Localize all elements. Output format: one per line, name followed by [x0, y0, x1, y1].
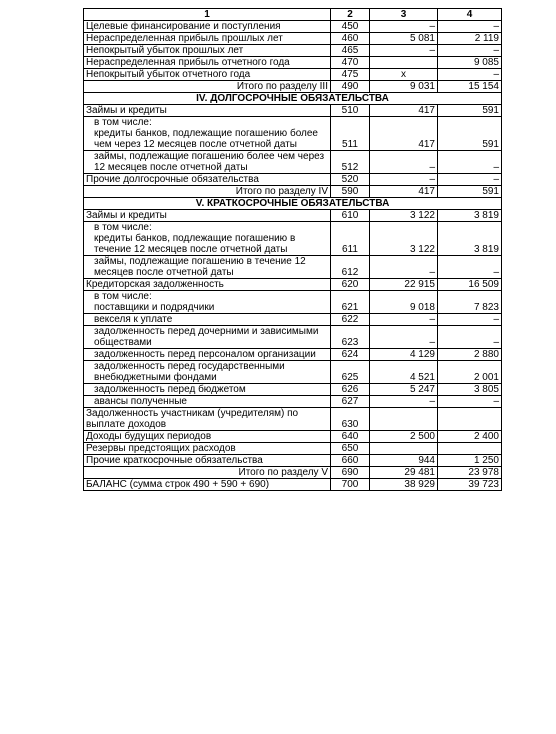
row-label: Непокрытый убыток прошлых лет — [84, 45, 331, 57]
value-start-period: х — [370, 69, 438, 81]
row-code: 510 — [331, 105, 370, 117]
row-code: 470 — [331, 57, 370, 69]
header-col-4: 4 — [438, 9, 502, 21]
row-label: Кредиторская задолженность — [84, 279, 331, 291]
value-end-period: 15 154 — [438, 81, 502, 93]
value-start-period: – — [370, 396, 438, 408]
value-end-period: 9 085 — [438, 57, 502, 69]
value-end-period: 23 978 — [438, 467, 502, 479]
row-code: 700 — [331, 479, 370, 491]
table-row — [84, 210, 502, 222]
row-label: Итого по разделу III — [84, 81, 331, 93]
row-label: Резервы предстоящих расходов — [84, 443, 331, 455]
value-end-period: 16 509 — [438, 279, 502, 291]
value-end-period: 2 001 — [438, 361, 502, 384]
row-code: 627 — [331, 396, 370, 408]
row-label: Итого по разделу IV — [84, 186, 331, 198]
header-col-3: 3 — [370, 9, 438, 21]
value-end-period: – — [438, 396, 502, 408]
value-start-period: – — [370, 326, 438, 349]
value-end-period — [438, 443, 502, 455]
row-label: Итого по разделу V — [84, 467, 331, 479]
value-end-period: 1 250 — [438, 455, 502, 467]
row-code: 590 — [331, 186, 370, 198]
row-code: 626 — [331, 384, 370, 396]
value-end-period: 2 400 — [438, 431, 502, 443]
value-start-period — [370, 408, 438, 431]
value-end-period: – — [438, 21, 502, 33]
row-label: задолженность перед государственными внебюджетными фондами — [84, 361, 331, 384]
value-start-period: 5 247 — [370, 384, 438, 396]
section-heading-row — [84, 93, 502, 105]
row-code: 465 — [331, 45, 370, 57]
row-label: задолженность перед бюджетом — [84, 384, 331, 396]
row-code: 520 — [331, 174, 370, 186]
value-start-period — [370, 57, 438, 69]
value-end-period: – — [438, 256, 502, 279]
row-label: в том числе: поставщики и подрядчики — [84, 291, 331, 314]
row-label: Прочие долгосрочные обязательства — [84, 174, 331, 186]
table-row — [84, 479, 502, 491]
row-label: Нераспределенная прибыль отчетного года — [84, 57, 331, 69]
table-row — [84, 151, 502, 174]
row-code: 460 — [331, 33, 370, 45]
total-row — [84, 467, 502, 479]
value-start-period: 5 081 — [370, 33, 438, 45]
value-end-period: 2 880 — [438, 349, 502, 361]
value-end-period: 591 — [438, 117, 502, 151]
row-code: 512 — [331, 151, 370, 174]
value-end-period: – — [438, 45, 502, 57]
balance-sheet-table — [83, 8, 502, 491]
value-start-period: 9 031 — [370, 81, 438, 93]
value-start-period — [370, 443, 438, 455]
row-code: 621 — [331, 291, 370, 314]
value-end-period: 3 805 — [438, 384, 502, 396]
value-end-period: – — [438, 314, 502, 326]
row-code: 475 — [331, 69, 370, 81]
value-end-period: – — [438, 69, 502, 81]
value-start-period: 38 929 — [370, 479, 438, 491]
row-label: займы, подлежащие погашению более чем через 12 месяцев после отчетной даты — [84, 151, 331, 174]
value-start-period: 9 018 — [370, 291, 438, 314]
table-row — [84, 431, 502, 443]
table-row — [84, 396, 502, 408]
row-label: займы, подлежащие погашению в течение 12 месяцев после отчетной даты — [84, 256, 331, 279]
row-label: авансы полученные — [84, 396, 331, 408]
value-end-period: 3 819 — [438, 222, 502, 256]
value-start-period: 29 481 — [370, 467, 438, 479]
section-heading-row — [84, 198, 502, 210]
table-row — [84, 21, 502, 33]
row-code: 630 — [331, 408, 370, 431]
row-code: 640 — [331, 431, 370, 443]
value-end-period: 7 823 — [438, 291, 502, 314]
value-start-period: 2 500 — [370, 431, 438, 443]
row-code: 610 — [331, 210, 370, 222]
value-end-period: – — [438, 326, 502, 349]
table-row — [84, 314, 502, 326]
value-start-period: 3 122 — [370, 222, 438, 256]
row-label: Непокрытый убыток отчетного года — [84, 69, 331, 81]
row-label: Задолженность участникам (учредителям) по выплате доходов — [84, 408, 331, 431]
value-end-period: 39 723 — [438, 479, 502, 491]
row-label: Целевые финансирование и поступления — [84, 21, 331, 33]
row-code: 624 — [331, 349, 370, 361]
header-row — [84, 9, 502, 21]
row-label: Нераспределенная прибыль прошлых лет — [84, 33, 331, 45]
row-code: 450 — [331, 21, 370, 33]
row-code: 690 — [331, 467, 370, 479]
table-row — [84, 69, 502, 81]
value-start-period: 417 — [370, 105, 438, 117]
section-heading: IV. ДОЛГОСРОЧНЫЕ ОБЯЗАТЕЛЬСТВА — [84, 93, 502, 105]
total-row — [84, 186, 502, 198]
value-start-period: 417 — [370, 186, 438, 198]
value-start-period: 417 — [370, 117, 438, 151]
value-end-period: 591 — [438, 186, 502, 198]
row-code: 511 — [331, 117, 370, 151]
row-label: в том числе: кредиты банков, подлежащие погашению в течение 12 месяцев после отчетной даты — [84, 222, 331, 256]
value-start-period: 944 — [370, 455, 438, 467]
row-label: БАЛАНС (сумма строк 490 + 590 + 690) — [84, 479, 331, 491]
table-row — [84, 117, 502, 151]
table-row — [84, 57, 502, 69]
row-label: Доходы будущих периодов — [84, 431, 331, 443]
table-row — [84, 455, 502, 467]
table-row — [84, 174, 502, 186]
value-end-period: – — [438, 151, 502, 174]
value-start-period: – — [370, 256, 438, 279]
header-col-1: 1 — [84, 9, 331, 21]
value-start-period: – — [370, 314, 438, 326]
row-label: в том числе: кредиты банков, подлежащие погашению более чем через 12 месяцев после отчетной даты — [84, 117, 331, 151]
value-start-period: 3 122 — [370, 210, 438, 222]
value-end-period — [438, 408, 502, 431]
table-row — [84, 361, 502, 384]
row-code: 660 — [331, 455, 370, 467]
row-code: 620 — [331, 279, 370, 291]
table-row — [84, 45, 502, 57]
section-heading: V. КРАТКОСРОЧНЫЕ ОБЯЗАТЕЛЬСТВА — [84, 198, 502, 210]
table-body — [84, 21, 502, 491]
total-row — [84, 81, 502, 93]
row-code: 490 — [331, 81, 370, 93]
value-start-period: 4 129 — [370, 349, 438, 361]
row-code: 650 — [331, 443, 370, 455]
row-label: Прочие краткосрочные обязательства — [84, 455, 331, 467]
row-label: задолженность перед дочерними и зависимыми обществами — [84, 326, 331, 349]
table-row — [84, 408, 502, 431]
row-code: 611 — [331, 222, 370, 256]
header-col-2: 2 — [331, 9, 370, 21]
table-row — [84, 279, 502, 291]
table-row — [84, 33, 502, 45]
value-start-period: 22 915 — [370, 279, 438, 291]
table-row — [84, 222, 502, 256]
row-label: Займы и кредиты — [84, 105, 331, 117]
row-code: 623 — [331, 326, 370, 349]
row-label: векселя к уплате — [84, 314, 331, 326]
value-end-period: 3 819 — [438, 210, 502, 222]
value-start-period: – — [370, 21, 438, 33]
table-row — [84, 384, 502, 396]
table-row — [84, 105, 502, 117]
table-row — [84, 256, 502, 279]
value-start-period: – — [370, 45, 438, 57]
table-row — [84, 291, 502, 314]
row-code: 625 — [331, 361, 370, 384]
table-row — [84, 443, 502, 455]
value-end-period: 591 — [438, 105, 502, 117]
value-start-period: 4 521 — [370, 361, 438, 384]
row-code: 622 — [331, 314, 370, 326]
value-start-period: – — [370, 174, 438, 186]
value-end-period: – — [438, 174, 502, 186]
row-label: задолженность перед персоналом организации — [84, 349, 331, 361]
value-end-period: 2 119 — [438, 33, 502, 45]
table-row — [84, 326, 502, 349]
row-label: Займы и кредиты — [84, 210, 331, 222]
table-row — [84, 349, 502, 361]
row-code: 612 — [331, 256, 370, 279]
value-start-period: – — [370, 151, 438, 174]
